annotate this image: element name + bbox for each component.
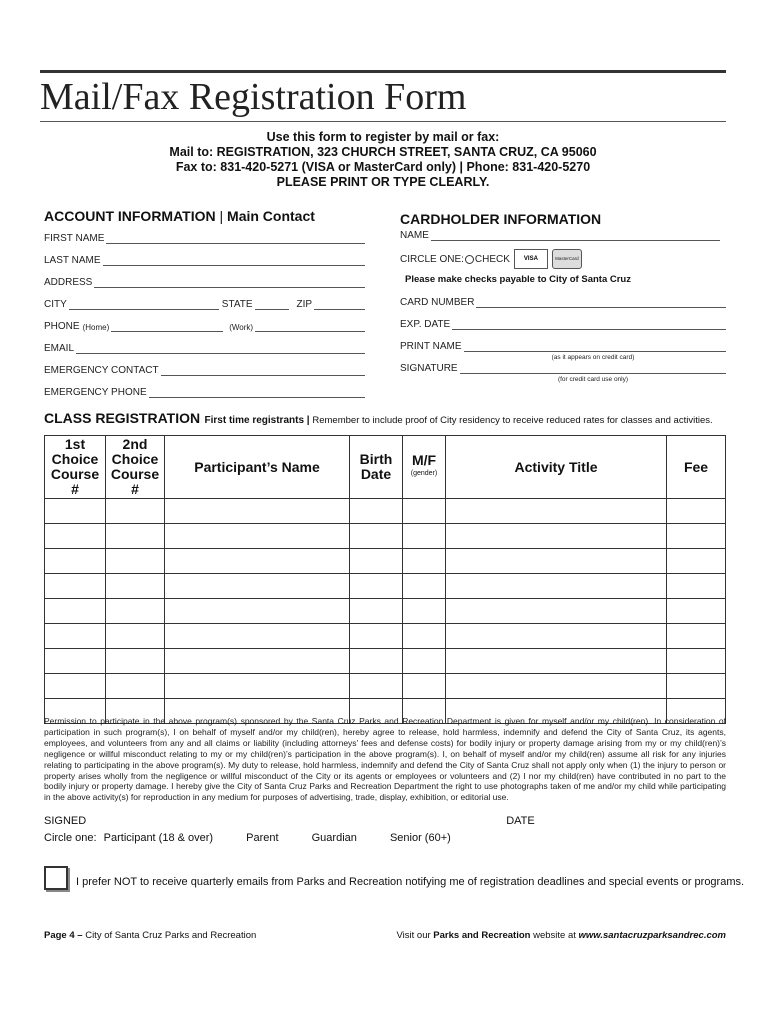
intro-line-3: Fax to: 831-420-5271 (VISA or MasterCard only) | Phone: 831-420-5270	[175, 160, 591, 174]
zip-label: ZIP	[296, 299, 313, 310]
cell[interactable]	[403, 499, 446, 524]
cell[interactable]	[165, 549, 350, 574]
check-circle-icon[interactable]	[465, 255, 474, 264]
footer-page: Page 4 –	[44, 930, 83, 941]
mastercard-icon[interactable]	[552, 249, 582, 269]
role-circle-one-label: Circle one:	[44, 832, 97, 844]
cell[interactable]	[403, 624, 446, 649]
table-row	[45, 549, 726, 574]
footer-left	[44, 930, 256, 941]
cell[interactable]	[667, 574, 726, 599]
cell[interactable]	[667, 674, 726, 699]
cell[interactable]	[106, 624, 165, 649]
intro-line-2: Mail to: REGISTRATION, 323 CHURCH STREET, SANTA CRUZ, CA 95060	[169, 145, 597, 159]
table-row	[45, 649, 726, 674]
table-row	[45, 674, 726, 699]
circle-one-label: CIRCLE ONE:	[400, 253, 464, 265]
cell[interactable]	[667, 649, 726, 674]
col-second-choice: 2nd Choice Course #	[106, 436, 165, 499]
cell[interactable]	[165, 499, 350, 524]
class-reg-sep: |	[304, 415, 313, 426]
cell[interactable]	[45, 549, 106, 574]
cell[interactable]	[165, 599, 350, 624]
class-registration-table	[44, 435, 726, 724]
role-senior[interactable]: Senior (60+)	[389, 832, 451, 844]
cell[interactable]	[45, 524, 106, 549]
first-time-label: First time registrants	[204, 415, 305, 426]
check-option[interactable]: CHECK	[474, 253, 510, 265]
col-first-choice: 1st Choice Course #	[45, 436, 106, 499]
cell[interactable]	[350, 674, 403, 699]
cell[interactable]	[667, 499, 726, 524]
cell[interactable]	[106, 599, 165, 624]
cell[interactable]	[106, 674, 165, 699]
cell[interactable]	[106, 649, 165, 674]
cell[interactable]	[165, 574, 350, 599]
first-name-label: FIRST NAME	[44, 233, 105, 244]
table-row	[45, 624, 726, 649]
col-birth-date: Birth Date	[350, 436, 403, 499]
top-rule	[40, 70, 726, 73]
account-heading-sep: |	[215, 208, 228, 224]
cell[interactable]	[446, 524, 667, 549]
footer-website: website at	[533, 930, 576, 941]
cell[interactable]	[446, 574, 667, 599]
cell[interactable]	[165, 649, 350, 674]
account-heading	[44, 208, 315, 224]
payment-method-options	[400, 249, 726, 269]
table-header-row	[45, 436, 726, 499]
cell[interactable]	[350, 599, 403, 624]
signed-label: SIGNED	[44, 815, 87, 827]
cell[interactable]	[403, 599, 446, 624]
cell[interactable]	[45, 649, 106, 674]
class-reg-note: Remember to include proof of City residency to receive reduced rates for classes and activities.	[312, 415, 713, 426]
email-label: EMAIL	[44, 343, 75, 354]
table-row	[45, 599, 726, 624]
address-label: ADDRESS	[44, 277, 93, 288]
intro-line-4: PLEASE PRINT OR TYPE CLEARLY.	[276, 175, 490, 189]
cell[interactable]	[446, 674, 667, 699]
footer-org: City of Santa Cruz Parks and Recreation	[85, 930, 257, 941]
footer-url-link[interactable]: www.santacruzparksandrec.com	[578, 930, 726, 941]
card-number-field[interactable]	[400, 297, 726, 308]
last-name-label: LAST NAME	[44, 255, 101, 266]
table-row	[45, 524, 726, 549]
role-options	[44, 832, 481, 844]
work-label: (Work)	[229, 323, 254, 332]
cell[interactable]	[45, 599, 106, 624]
cell[interactable]	[446, 649, 667, 674]
email-field[interactable]	[44, 343, 365, 354]
phone-label: PHONE	[44, 321, 80, 332]
emergency-phone-label: EMERGENCY PHONE	[44, 387, 147, 398]
cell[interactable]	[446, 624, 667, 649]
email-optout-label: I prefer NOT to receive quarterly emails from Parks and Recreation notifying me of registration deadlines and special events or programs.	[76, 876, 745, 888]
card-number-label: CARD NUMBER	[400, 297, 475, 308]
role-guardian[interactable]: Guardian	[311, 832, 357, 844]
cell[interactable]	[667, 624, 726, 649]
intro-line-1: Use this form to register by mail or fax:	[266, 130, 500, 144]
emergency-phone-field[interactable]	[44, 387, 365, 398]
cell[interactable]	[446, 599, 667, 624]
home-label: (Home)	[82, 323, 110, 332]
mastercard-text: MasterCard	[555, 256, 579, 261]
cell[interactable]	[45, 624, 106, 649]
cell[interactable]	[350, 524, 403, 549]
phone-field[interactable]	[44, 321, 365, 332]
cell[interactable]	[350, 549, 403, 574]
footer-pr: Parks and Recreation	[433, 930, 531, 941]
table-row	[45, 499, 726, 524]
cell[interactable]	[350, 649, 403, 674]
footer-right	[397, 930, 727, 941]
visa-card-text: VISA	[523, 256, 538, 262]
cell[interactable]	[667, 549, 726, 574]
checks-payable-note: Please make checks payable to City of Santa Cruz	[405, 274, 631, 285]
liability-waiver-text: Permission to participate in the above program(s) sponsored by the Santa Cruz Parks and Recreation Department is given for myself and/or my child(ren). In consideration of participation in such program(s), I on behalf of myself and/or my child(ren), hereby agree to release, hold harmless, indemnify and defend the City of Santa Cruz, its agents, employees, and volunteers from any and all claims or liability (including attorneys’ fees and defense costs) for bodily injury or property damage arising from my or my child(ren)’s negligence or willful misconduct relating to my or my child(ren)’s participation in the above program(s). I, on behalf of myself and/or my child(ren) assume all risk for any injuries relating to participating in the above program(s). My duty to release, hold harmless, indemnify and defend the City of Santa Cruz shall not apply only when (1) the injury to person or property arises wholly from the negligence or willful misconduct of the City or its agents or employees or volunteers and (2) I nor my child(ren) have contributed in no part to the bodily injury or property damage. I hereby give the City of Santa Cruz Parks and Recreation Department the right to use photographs taken of me and/or my child while participating in the above activity(s) for reproduction in any medium for purposes of advertising, trade, display, exhibition, or editorial use.	[44, 716, 726, 803]
col-mf	[403, 436, 446, 499]
address-field[interactable]	[44, 277, 365, 288]
cell[interactable]	[106, 499, 165, 524]
print-name-note: (as it appears on credit card)	[551, 354, 635, 361]
col-fee: Fee	[667, 436, 726, 499]
cell[interactable]	[446, 499, 667, 524]
state-label: STATE	[221, 299, 253, 310]
col-mf-label: M/F	[411, 452, 437, 468]
cell[interactable]	[350, 624, 403, 649]
cell[interactable]	[667, 599, 726, 624]
signature-label: SIGNATURE	[400, 363, 458, 374]
first-name-field[interactable]	[44, 233, 365, 244]
account-heading-sub: Main Contact	[227, 208, 315, 224]
title-rule	[40, 121, 726, 122]
exp-date-field[interactable]	[400, 319, 726, 330]
cell[interactable]	[403, 524, 446, 549]
visa-card-icon[interactable]	[514, 249, 548, 269]
cell[interactable]	[106, 549, 165, 574]
class-reg-title: CLASS REGISTRATION	[44, 410, 201, 426]
cell[interactable]	[106, 574, 165, 599]
exp-date-label: EXP. DATE	[400, 319, 451, 330]
city-state-zip-field[interactable]	[44, 299, 365, 310]
account-heading-label: ACCOUNT INFORMATION	[44, 208, 216, 224]
page-title: Mail/Fax Registration Form	[40, 76, 467, 118]
col-activity-title: Activity Title	[446, 436, 667, 499]
cell[interactable]	[403, 674, 446, 699]
print-name-label: PRINT NAME	[400, 341, 462, 352]
role-parent[interactable]: Parent	[246, 832, 279, 844]
cell[interactable]	[446, 549, 667, 574]
col-participant-name: Participant’s Name	[165, 436, 350, 499]
cardholder-heading: CARDHOLDER INFORMATION	[400, 211, 602, 227]
cell[interactable]	[403, 549, 446, 574]
signature-note: (for credit card use only)	[557, 376, 629, 383]
cell[interactable]	[45, 674, 106, 699]
city-label: CITY	[44, 299, 67, 310]
footer-visit: Visit our	[396, 930, 431, 941]
cell[interactable]	[165, 674, 350, 699]
print-name-field[interactable]	[400, 341, 726, 352]
cell[interactable]	[45, 499, 106, 524]
class-registration-heading	[44, 410, 734, 428]
cell[interactable]	[403, 649, 446, 674]
emergency-contact-label: EMERGENCY CONTACT	[44, 365, 159, 376]
role-participant[interactable]: Participant (18 & over)	[103, 832, 214, 844]
cell[interactable]	[403, 574, 446, 599]
cell[interactable]	[165, 524, 350, 549]
signature-field[interactable]	[400, 363, 726, 374]
last-name-field[interactable]	[44, 255, 365, 266]
signed-date-row[interactable]	[44, 815, 726, 827]
emergency-contact-field[interactable]	[44, 365, 365, 376]
cell[interactable]	[106, 524, 165, 549]
col-gender-label: (gender)	[410, 470, 438, 477]
cell[interactable]	[350, 499, 403, 524]
date-label: DATE	[506, 815, 535, 827]
cell[interactable]	[45, 574, 106, 599]
cardholder-name-field[interactable]	[400, 230, 720, 241]
table-row	[45, 574, 726, 599]
cell[interactable]	[667, 524, 726, 549]
cardholder-name-label: NAME	[400, 230, 429, 241]
cell[interactable]	[350, 574, 403, 599]
cell[interactable]	[165, 624, 350, 649]
email-optout-checkbox[interactable]	[44, 866, 68, 890]
